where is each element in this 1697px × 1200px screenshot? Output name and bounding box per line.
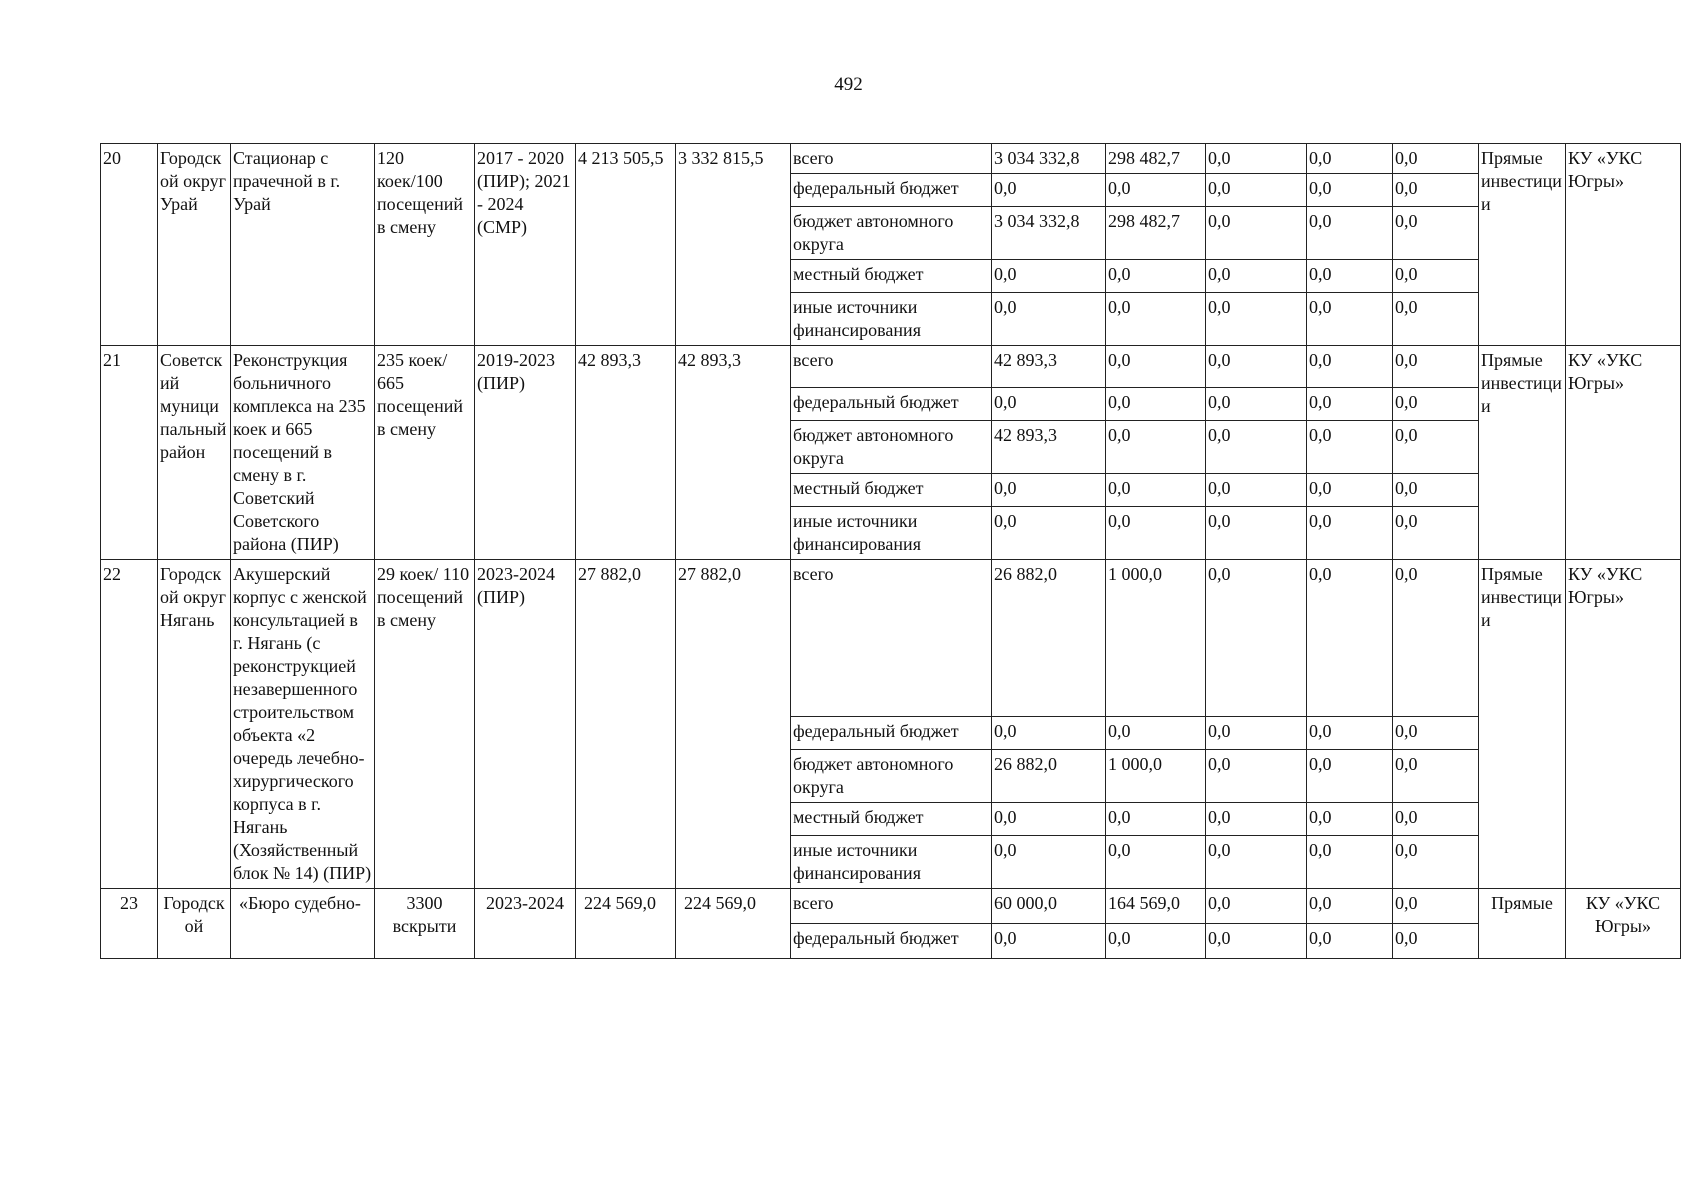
period-cell: 2023-2024 bbox=[475, 889, 576, 959]
amount-cell: 3 034 332,8 bbox=[992, 144, 1106, 174]
source-label: бюджет автономного округа bbox=[791, 421, 992, 474]
object-cell: Стационар с прачечной в г. Урай bbox=[231, 144, 375, 346]
amount-cell: 0,0 bbox=[1206, 144, 1307, 174]
amount-cell: 0,0 bbox=[1106, 346, 1206, 388]
table-row bbox=[101, 144, 1681, 174]
source-label: всего bbox=[791, 560, 992, 717]
source-label: федеральный бюджет bbox=[791, 717, 992, 750]
amount-cell: 0,0 bbox=[1393, 507, 1479, 560]
amount-cell: 0,0 bbox=[992, 803, 1106, 836]
amount-cell: 26 882,0 bbox=[992, 750, 1106, 803]
amount-cell: 0,0 bbox=[1206, 174, 1307, 207]
amount-cell: 0,0 bbox=[1393, 346, 1479, 388]
source-label: всего bbox=[791, 346, 992, 388]
investment-form-cell: Прямые инвестиции bbox=[1479, 346, 1566, 560]
object-cell: «Бюро судебно- bbox=[231, 889, 375, 959]
customer-cell: КУ «УКС Югры» bbox=[1566, 144, 1681, 346]
remaining-cost-cell: 27 882,0 bbox=[676, 560, 791, 889]
amount-cell: 0,0 bbox=[1106, 293, 1206, 346]
amount-cell: 0,0 bbox=[1106, 717, 1206, 750]
amount-cell: 0,0 bbox=[1393, 421, 1479, 474]
object-cell: Акушерский корпус с женской консультацией в г. Нягань (с реконструкцией незавершенного строительством объекта «2 очередь лечебно-хирургического корпуса в г. Нягань (Хозяйственный блок № 14) (ПИР) bbox=[231, 560, 375, 889]
amount-cell: 0,0 bbox=[992, 474, 1106, 507]
object-cell: Реконструкция больничного комплекса на 235 коек и 665 посещений в смену в г. Советский Советского района (ПИР) bbox=[231, 346, 375, 560]
amount-cell: 0,0 bbox=[992, 260, 1106, 293]
amount-cell: 0,0 bbox=[992, 293, 1106, 346]
source-label: федеральный бюджет bbox=[791, 174, 992, 207]
territory-cell: Городской округ Нягань bbox=[158, 560, 231, 889]
amount-cell: 0,0 bbox=[1307, 293, 1393, 346]
amount-cell: 0,0 bbox=[1307, 174, 1393, 207]
territory-cell: Городской bbox=[158, 889, 231, 959]
amount-cell: 0,0 bbox=[1106, 260, 1206, 293]
amount-cell: 0,0 bbox=[1307, 507, 1393, 560]
source-label: федеральный бюджет bbox=[791, 388, 992, 421]
period-cell: 2017 - 2020 (ПИР); 2021 - 2024 (СМР) bbox=[475, 144, 576, 346]
amount-cell: 0,0 bbox=[1393, 803, 1479, 836]
period-cell: 2023-2024 (ПИР) bbox=[475, 560, 576, 889]
amount-cell: 0,0 bbox=[1206, 889, 1307, 924]
source-label: бюджет автономного округа bbox=[791, 750, 992, 803]
amount-cell: 0,0 bbox=[1393, 293, 1479, 346]
amount-cell: 0,0 bbox=[1307, 474, 1393, 507]
customer-cell: КУ «УКС Югры» bbox=[1566, 889, 1681, 959]
amount-cell: 0,0 bbox=[1307, 803, 1393, 836]
row-number: 23 bbox=[101, 889, 158, 959]
amount-cell: 0,0 bbox=[1393, 750, 1479, 803]
amount-cell: 0,0 bbox=[1206, 750, 1307, 803]
amount-cell: 0,0 bbox=[1307, 207, 1393, 260]
amount-cell: 0,0 bbox=[1307, 889, 1393, 924]
amount-cell: 0,0 bbox=[1307, 421, 1393, 474]
territory-cell: Советский муниципальный район bbox=[158, 346, 231, 560]
capacity-cell: 29 коек/ 110 посещений в смену bbox=[375, 560, 475, 889]
source-label: местный бюджет bbox=[791, 474, 992, 507]
table-row bbox=[101, 346, 1681, 388]
amount-cell: 3 034 332,8 bbox=[992, 207, 1106, 260]
amount-cell: 0,0 bbox=[1393, 474, 1479, 507]
source-label: местный бюджет bbox=[791, 803, 992, 836]
amount-cell: 0,0 bbox=[1393, 388, 1479, 421]
amount-cell: 0,0 bbox=[1206, 207, 1307, 260]
estimated-cost-cell: 4 213 505,5 bbox=[576, 144, 676, 346]
source-label: федеральный бюджет bbox=[791, 924, 992, 959]
amount-cell: 0,0 bbox=[1307, 388, 1393, 421]
amount-cell: 0,0 bbox=[1206, 293, 1307, 346]
remaining-cost-cell: 224 569,0 bbox=[676, 889, 791, 959]
amount-cell: 0,0 bbox=[1307, 717, 1393, 750]
amount-cell: 0,0 bbox=[1106, 174, 1206, 207]
amount-cell: 0,0 bbox=[1393, 889, 1479, 924]
table-row bbox=[101, 889, 1681, 924]
estimated-cost-cell: 42 893,3 bbox=[576, 346, 676, 560]
capacity-cell: 3300 вскрыти bbox=[375, 889, 475, 959]
amount-cell: 0,0 bbox=[1307, 924, 1393, 959]
amount-cell: 42 893,3 bbox=[992, 421, 1106, 474]
amount-cell: 42 893,3 bbox=[992, 346, 1106, 388]
amount-cell: 0,0 bbox=[992, 924, 1106, 959]
investment-form-cell: Прямые bbox=[1479, 889, 1566, 959]
source-label: бюджет автономного округа bbox=[791, 207, 992, 260]
row-number: 21 bbox=[101, 346, 158, 560]
amount-cell: 0,0 bbox=[1106, 421, 1206, 474]
amount-cell: 0,0 bbox=[1307, 144, 1393, 174]
amount-cell: 0,0 bbox=[992, 174, 1106, 207]
amount-cell: 0,0 bbox=[992, 388, 1106, 421]
customer-cell: КУ «УКС Югры» bbox=[1566, 560, 1681, 889]
amount-cell: 0,0 bbox=[1106, 836, 1206, 889]
investment-form-cell: Прямые инвестиции bbox=[1479, 144, 1566, 346]
amount-cell: 0,0 bbox=[1393, 717, 1479, 750]
amount-cell: 0,0 bbox=[1307, 260, 1393, 293]
capacity-cell: 120 коек/100 посещений в смену bbox=[375, 144, 475, 346]
source-label: всего bbox=[791, 144, 992, 174]
amount-cell: 0,0 bbox=[1206, 421, 1307, 474]
amount-cell: 1 000,0 bbox=[1106, 560, 1206, 717]
amount-cell: 0,0 bbox=[992, 836, 1106, 889]
amount-cell: 0,0 bbox=[1206, 803, 1307, 836]
amount-cell: 0,0 bbox=[1393, 836, 1479, 889]
period-cell: 2019-2023 (ПИР) bbox=[475, 346, 576, 560]
amount-cell: 164 569,0 bbox=[1106, 889, 1206, 924]
amount-cell: 0,0 bbox=[1206, 346, 1307, 388]
amount-cell: 0,0 bbox=[1106, 507, 1206, 560]
amount-cell: 0,0 bbox=[1106, 474, 1206, 507]
amount-cell: 0,0 bbox=[992, 507, 1106, 560]
amount-cell: 0,0 bbox=[1206, 260, 1307, 293]
amount-cell: 0,0 bbox=[1393, 924, 1479, 959]
amount-cell: 0,0 bbox=[1307, 560, 1393, 717]
amount-cell: 0,0 bbox=[1206, 717, 1307, 750]
investment-form-cell: Прямые инвестиции bbox=[1479, 560, 1566, 889]
source-label: всего bbox=[791, 889, 992, 924]
amount-cell: 0,0 bbox=[1307, 750, 1393, 803]
amount-cell: 0,0 bbox=[992, 717, 1106, 750]
amount-cell: 1 000,0 bbox=[1106, 750, 1206, 803]
capacity-cell: 235 коек/ 665 посещений в смену bbox=[375, 346, 475, 560]
territory-cell: Городской округ Урай bbox=[158, 144, 231, 346]
amount-cell: 0,0 bbox=[1106, 388, 1206, 421]
budget-table bbox=[100, 143, 1681, 959]
row-number: 22 bbox=[101, 560, 158, 889]
amount-cell: 0,0 bbox=[1206, 924, 1307, 959]
page-number: 492 bbox=[834, 74, 863, 95]
amount-cell: 0,0 bbox=[1307, 836, 1393, 889]
source-label: иные источники финансирования bbox=[791, 293, 992, 346]
amount-cell: 0,0 bbox=[1393, 560, 1479, 717]
remaining-cost-cell: 42 893,3 bbox=[676, 346, 791, 560]
amount-cell: 0,0 bbox=[1307, 346, 1393, 388]
source-label: иные источники финансирования bbox=[791, 507, 992, 560]
amount-cell: 0,0 bbox=[1106, 924, 1206, 959]
amount-cell: 0,0 bbox=[1393, 174, 1479, 207]
amount-cell: 0,0 bbox=[1106, 803, 1206, 836]
row-number: 20 bbox=[101, 144, 158, 346]
source-label: местный бюджет bbox=[791, 260, 992, 293]
amount-cell: 60 000,0 bbox=[992, 889, 1106, 924]
amount-cell: 0,0 bbox=[1206, 507, 1307, 560]
amount-cell: 0,0 bbox=[1206, 836, 1307, 889]
amount-cell: 298 482,7 bbox=[1106, 144, 1206, 174]
customer-cell: КУ «УКС Югры» bbox=[1566, 346, 1681, 560]
table-row bbox=[101, 560, 1681, 717]
source-label: иные источники финансирования bbox=[791, 836, 992, 889]
remaining-cost-cell: 3 332 815,5 bbox=[676, 144, 791, 346]
amount-cell: 0,0 bbox=[1393, 207, 1479, 260]
amount-cell: 0,0 bbox=[1206, 560, 1307, 717]
amount-cell: 26 882,0 bbox=[992, 560, 1106, 717]
amount-cell: 0,0 bbox=[1393, 260, 1479, 293]
amount-cell: 0,0 bbox=[1206, 474, 1307, 507]
amount-cell: 0,0 bbox=[1393, 144, 1479, 174]
amount-cell: 0,0 bbox=[1206, 388, 1307, 421]
amount-cell: 298 482,7 bbox=[1106, 207, 1206, 260]
estimated-cost-cell: 224 569,0 bbox=[576, 889, 676, 959]
estimated-cost-cell: 27 882,0 bbox=[576, 560, 676, 889]
